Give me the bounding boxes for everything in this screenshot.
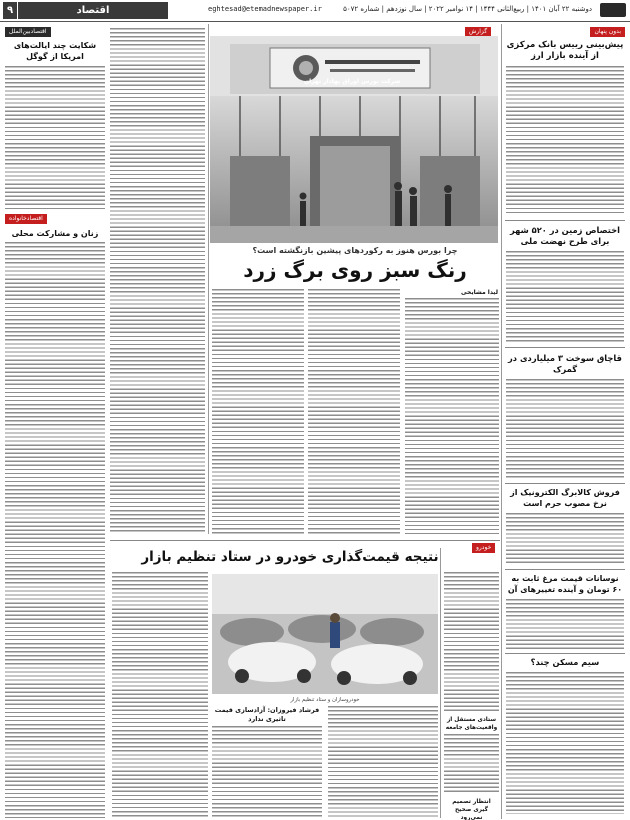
stock-exchange-photo	[210, 36, 498, 243]
story-title: نوسانات قیمت مرغ ثابت به ۶۰ تومان و آینده تغییرهای آن	[507, 574, 623, 594]
column-rule-right	[501, 24, 502, 819]
section-email[interactable]: eghtesad@etemadnewspaper.ir	[208, 5, 322, 13]
photo-sign-text: شرکت بورس اوراق بهادار تهران	[304, 78, 401, 85]
divider	[505, 220, 625, 221]
divider	[505, 569, 625, 570]
bottom-body-col1a	[444, 572, 499, 712]
story-body	[506, 251, 624, 343]
divider	[505, 347, 625, 348]
story-body	[506, 599, 624, 649]
top-story-body-col2	[308, 289, 400, 536]
top-story-tag: گزارش	[465, 27, 491, 37]
divider	[505, 483, 625, 484]
car-illustration	[212, 574, 438, 694]
bottom-body-col3	[212, 726, 322, 818]
newspaper-logo	[600, 3, 626, 17]
date-line: دوشنبه ۲۲ آبان ۱۴۰۱ | ربیع‌الثانی ۱۴۴۴ | ۱۴ نوامبر ۲۰۲۲ | سال نوزدهم | شماره ۵۰۷۲	[343, 5, 592, 13]
story-body	[506, 66, 624, 216]
page-number: ۹	[3, 2, 17, 19]
divider	[110, 540, 500, 541]
story-title: پیش‌بینی رییس بانک مرکزی از آینده بازار ارز	[506, 40, 624, 61]
top-story-kicker: چرا بورس هنوز به رکوردهای پیشین بازنگشته است؟	[252, 246, 458, 255]
section-title: اقتصاد	[18, 2, 168, 19]
story-body	[5, 242, 105, 818]
story-title: زنان و مشارکت محلی	[11, 229, 99, 238]
bottom-story-headline: نتیجه قیمت‌گذاری خودرو در ستاد تنظیم بازار	[141, 549, 439, 565]
story-body	[506, 379, 624, 479]
left-column-tag: اقتصادبین‌الملل	[5, 27, 51, 37]
bottom-story-tag: خودرو	[472, 543, 495, 553]
bottom-body-col1b	[444, 734, 499, 794]
bottom-subhead: ستادی مستقل از واقعیت‌های جامعه	[445, 717, 498, 731]
top-story-body-col1	[405, 298, 499, 536]
photo-caption: خودروسازان و ستاد تنظیم بازار	[290, 697, 360, 703]
story-title: قاچاق سوخت ۳ میلیاردی در گمرک	[508, 353, 622, 374]
top-story-body-col4	[110, 28, 205, 534]
bottom-subhead: فرشاد فیروزان: آزادسازی قیمت تاثیری ندارد	[214, 706, 320, 723]
divider	[505, 653, 625, 654]
top-story-byline: لیدا مشایخی	[460, 289, 498, 296]
top-story-body-col3	[212, 289, 304, 536]
story-title: سیم مسکن چند؟	[530, 657, 600, 667]
right-column-tag: بدون پنهان	[590, 27, 625, 37]
story-body	[506, 672, 624, 814]
story-body	[5, 66, 105, 211]
column-rule-left	[208, 24, 209, 534]
column-rule-bottom	[440, 548, 441, 818]
story-body	[506, 513, 624, 565]
top-story-headline: رنگ سبز روی برگ زرد	[243, 258, 467, 282]
building-illustration	[210, 36, 498, 243]
story-title: اختصاص زمین در ۵۲۰ شهر برای طرح نهضت ملی	[509, 225, 621, 246]
bottom-body-col4	[112, 572, 208, 818]
bottom-subhead: انتظار تصمیم گیری صحیح نمی‌رود	[452, 799, 491, 820]
story-title: فروش کالابرگ الکترونیک از نرخ مصوب حرم است	[510, 488, 620, 508]
bottom-body-col2	[328, 706, 438, 818]
story-title: شکایت چند ایالت‌های امریکا از گوگل	[13, 41, 97, 61]
car-factory-photo	[212, 574, 438, 694]
left-column-tag: اقتصاد‌خانواده	[5, 214, 47, 224]
